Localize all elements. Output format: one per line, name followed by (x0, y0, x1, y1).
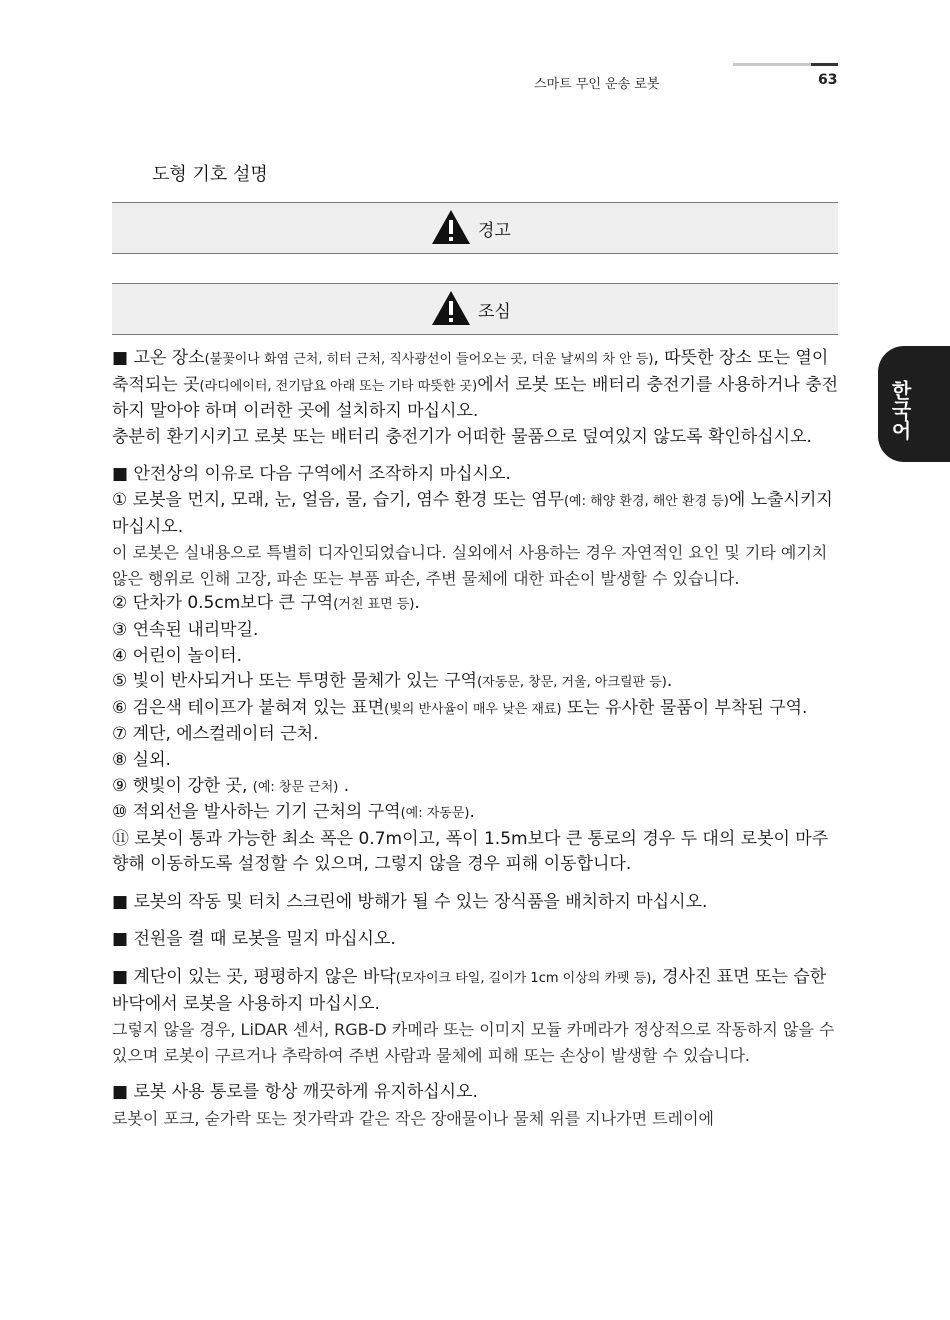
language-tab-label: 한국어 (888, 380, 912, 440)
text-run: ⑤ 빛이 반사되거나 또는 투명한 물체가 있는 구역 (112, 671, 478, 692)
restricted-item-9 (112, 774, 842, 801)
restricted-item-1 (112, 488, 842, 540)
text-run: . (414, 593, 420, 614)
power-on-paragraph: ■ 전원을 켤 때 로봇을 밀지 마십시오. (112, 929, 396, 950)
warning-triangle-icon (431, 209, 471, 245)
header-title: 스마트 무인 운송 로봇 (534, 77, 660, 92)
restricted-item-10 (112, 800, 842, 827)
text-run: . (469, 802, 475, 823)
restricted-areas-intro: ■ 안전상의 이유로 다음 구역에서 조작하지 마십시오. (112, 464, 511, 485)
text-run: , 경사진 표면 또는 습한 바닥에서 로봇을 사용하지 마십시오. (112, 967, 827, 1014)
section-title: 도형 기호 설명 (152, 164, 268, 185)
text-run: . (666, 671, 673, 692)
text-run: ⑨ 햇빛이 강한 곳, (112, 775, 253, 796)
restricted-item-7: ⑦ 계단, 에스컬레이터 근처. (112, 724, 319, 745)
text-run-small: (예: 해양 환경, 해안 환경 등) (563, 493, 729, 509)
warning-symbol-box (112, 202, 838, 254)
language-side-tab (878, 346, 950, 462)
safety-content (112, 346, 842, 1132)
restricted-item-8: ⑧ 실외. (112, 749, 171, 770)
text-run: 또는 유사한 물품이 부착된 구역. (561, 697, 808, 718)
caution-triangle-icon (431, 290, 471, 326)
caution-symbol-box (112, 283, 838, 335)
caution-label: 조심 (478, 302, 511, 322)
decoration-paragraph: ■ 로봇의 작동 및 터치 스크린에 방해가 될 수 있는 장식품을 배치하지 마십시오. (112, 891, 708, 912)
text-run: 에서 로봇 또는 배터리 충전기를 사용하거나 충전하지 말아야 하며 이러한 곳에 설치하지 마십시오. (112, 374, 839, 422)
restricted-item-11: ⑪ 로봇이 통과 가능한 최소 폭은 0.7m이고, 폭이 1.5m보다 큰 통로의 경우 두 대의 로봇이 마주 향해 이동하도록 설정할 수 있으며, 그렇지 않을 경우 피해 이동합니다. (112, 828, 829, 875)
ventilation-paragraph: 충분히 환기시키고 로봇 또는 배터리 충전기가 어떠한 물품으로 덮여있지 않도록 확인하십시오. (112, 426, 812, 447)
text-run: ■ 계단이 있는 곳, 평평하지 않은 바닥 (112, 967, 396, 988)
text-run-small: (라디에이터, 전기담요 아래 또는 기타 따뜻한 곳) (199, 378, 478, 394)
text-run: . (338, 775, 350, 796)
text-run-small: (자동문, 창문, 거울, 아크릴판 등) (477, 675, 667, 691)
restricted-item-3: ③ 연속된 내리막길. (112, 619, 259, 640)
text-run: ⑩ 적외선을 발사하는 기기 근처의 구역 (112, 802, 401, 823)
warning-label: 경고 (478, 221, 511, 241)
restricted-item-1-note: 이 로봇은 실내용으로 특별히 디자인되었습니다. 실외에서 사용하는 경우 자연적인 요인 및 기타 예기치 않은 행위로 인해 고장, 파손 또는 부품 파손, 주변 물체에 대한 파손이 발생할 수 있습니다. (112, 543, 828, 588)
header-line-dark (811, 63, 838, 66)
text-run-small: (불꽃이나 화염 근처, 히터 근처, 직사광선이 들어오는 곳, 더운 날씨의 차 안 등) (204, 352, 654, 367)
header-line-light (733, 63, 811, 66)
page-number: 63 (818, 72, 838, 88)
text-run-small: (모자이크 타일, 길이가 1cm 이상의 카펫 등) (395, 971, 652, 987)
text-run-small: (빛의 반사율이 매우 낮은 재료) (384, 701, 562, 717)
text-run: 에 노출시키지 마십시오. (112, 489, 833, 537)
restricted-item-6 (112, 696, 842, 723)
text-run: ⑥ 검은색 테이프가 붙혀져 있는 표면 (112, 697, 385, 718)
text-run-small: (예: 자동문) (400, 806, 470, 822)
restricted-item-5 (112, 669, 842, 696)
restricted-item-2 (112, 591, 842, 618)
high-temp-paragraph (112, 346, 842, 425)
text-run: ■ 고온 장소 (112, 348, 205, 368)
text-run-small: (거친 표면 등) (333, 597, 415, 613)
floor-note: 그렇지 않을 경우, LiDAR 센서, RGB-D 카메라 또는 이미지 모듈 카메라가 정상적으로 작동하지 않을 수 있으며 로봇이 구르거나 추락하여 주변 사람과 물체에 피해 또는 손상이 발생할 수 있습니다. (112, 1020, 835, 1065)
clean-path-paragraph: ■ 로봇 사용 통로를 항상 깨끗하게 유지하십시오. (112, 1082, 478, 1103)
text-run: ① 로봇을 먼지, 모래, 눈, 얼음, 물, 습기, 염수 환경 또는 염무 (112, 489, 564, 510)
text-run-small: (예: 창문 근처) (252, 779, 339, 795)
restricted-item-4: ④ 어린이 놀이터. (112, 645, 242, 666)
text-run: ② 단차가 0.5cm보다 큰 구역 (112, 593, 334, 614)
clean-path-note: 로봇이 포크, 숟가락 또는 젓가락과 같은 작은 장애물이나 물체 위를 지나가면 트레이에 (112, 1109, 714, 1129)
text-run: , 따뜻한 장소 또는 열이 축적되는 곳 (112, 348, 829, 395)
floor-paragraph (112, 965, 842, 1017)
